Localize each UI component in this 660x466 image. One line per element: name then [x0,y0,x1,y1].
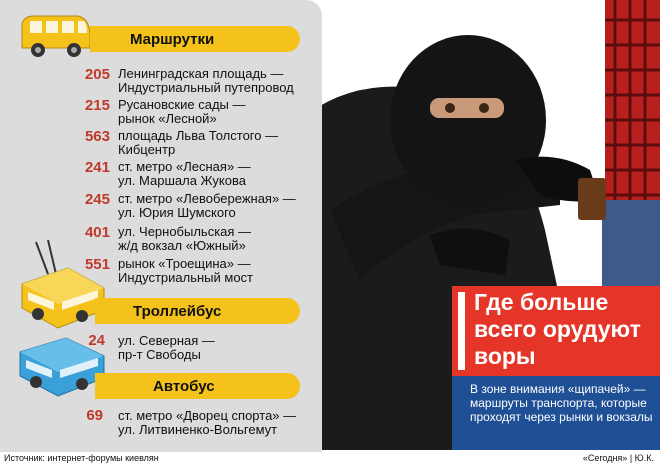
route-number: 215 [84,97,110,114]
route-description: рынок «Троещина» — Индустриальный мост [118,256,254,285]
route-description: площадь Льва Толстого — Кибцентр [118,128,279,157]
source-note: Источник: интернет-форумы киевлян [4,453,159,463]
callout-text: В зоне внимания «щипачей» — маршруты транспорта, которые проходят через рынки и вокзалы [452,376,660,450]
route-description: ст. метро «Дворец спорта» — ул. Литвиненко-Вольгемут [118,408,297,437]
victim-jeans [602,200,660,290]
victim-shirt [605,0,660,210]
route-number: 205 [84,66,110,83]
section-title: Маршрутки [130,30,215,48]
routes-panel [0,0,322,452]
thief-head [390,35,546,205]
wallet [578,178,606,220]
route-number: 245 [84,191,110,208]
route-number: 24 [88,332,105,349]
section-trolleybus [95,298,300,324]
route-description: Русановские сады — рынок «Лесной» [118,97,246,126]
callout-box [452,286,660,450]
route-description: ст. метро «Лесная» — ул. Маршала Жукова [118,159,251,188]
route-number: 241 [84,159,110,176]
eye-slit [430,98,504,118]
route-description: ул. Северная — пр-т Свободы [118,333,215,362]
section-bus [95,373,300,399]
callout-title: Где больше всего орудуют воры [452,286,660,376]
callout-accent-bar [458,292,465,370]
section-title: Троллейбус [133,302,222,320]
route-description: ст. метро «Левобережная» — ул. Юрия Шумского [118,191,296,220]
route-number: 401 [84,224,110,241]
route-number: 69 [86,407,103,424]
route-description: Ленинградская площадь — Индустриальный путепровод [118,66,294,95]
section-marshrutki [90,26,300,52]
minibus-icon [16,10,94,64]
section-title: Автобус [153,377,215,395]
route-description: ул. Чернобыльская — ж/д вокзал «Южный» [118,224,252,253]
route-number: 551 [84,256,110,273]
credit-note: «Сегодня» | Ю.К. [582,453,654,463]
route-number: 563 [84,128,110,145]
